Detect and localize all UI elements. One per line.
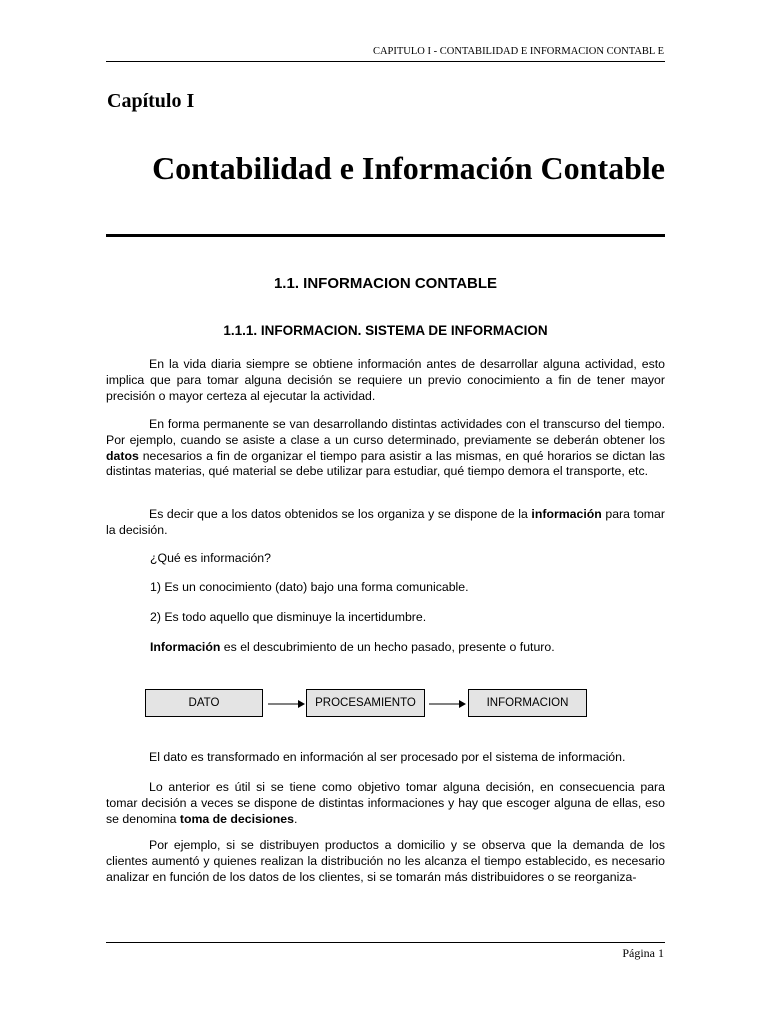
list-item-2: 2) Es todo aquello que disminuye la incertidumbre. xyxy=(150,610,427,624)
chapter-title: Contabilidad e Información Contable xyxy=(152,150,665,186)
subsection-heading: 1.1.1. INFORMACION. SISTEMA DE INFORMACION xyxy=(223,323,548,338)
chapter-label: Capítulo I xyxy=(107,90,195,112)
list-item-1: 1) Es un conocimiento (dato) bajo una forma comunicable. xyxy=(150,580,469,594)
paragraph-1: En la vida diaria siempre se obtiene información antes de desarrollar alguna actividad, esto implica que para tomar alguna decisión se requiere un previo conocimiento a fin de tener mayor precisión o mayor certeza al ejecutar la actividad. xyxy=(106,357,665,403)
page-number: Página 1 xyxy=(622,946,664,960)
definition-term: Información xyxy=(150,640,221,654)
flow-box-dato: DATO xyxy=(145,689,263,717)
paragraph-4: El dato es transformado en información al ser procesado por el sistema de información. xyxy=(149,750,626,764)
paragraph-5: Lo anterior es útil si se tiene como objetivo tomar alguna decisión, en consecuencia para tomar decisión a veces se dispone de distintas informaciones y hay que escoger alguna de ellas, eso se denomina toma de decisiones. xyxy=(106,780,665,826)
flow-box-informacion: INFORMACION xyxy=(468,689,587,717)
running-header: CAPITULO I - CONTABILIDAD E INFORMACION CONTABL E xyxy=(372,46,664,57)
arrow-right-icon xyxy=(266,697,306,711)
paragraph-2: En forma permanente se van desarrollando distintas actividades con el transcurso del tiempo. Por ejemplo, cuando se asiste a clase a un curso determinado, previamente se deberán obtener los datos necesarios a fin de organizar el tiempo para asistir a las mismas, en qué horarios se dictan las distintas materias, qué material se debe utilizar para estudiar, qué tiempo demora el transporte, etc. xyxy=(106,417,665,479)
flow-box-procesamiento: PROCESAMIENTO xyxy=(306,689,425,717)
arrow-right-icon xyxy=(427,697,467,711)
title-rule xyxy=(106,234,665,237)
question-line: ¿Qué es información? xyxy=(150,551,271,565)
header-rule xyxy=(106,61,665,62)
paragraph-6: Por ejemplo, si se distribuyen productos a domicilio y se observa que la demanda de los clientes aumentó y quienes realizan la distribución no les alcanza el tiempo establecido, es necesario analizar en función de los datos de los clientes, si se tomarán más distribuidores o se reorganiza- xyxy=(106,838,665,884)
footer-rule xyxy=(106,942,665,943)
paragraph-3: Es decir que a los datos obtenidos se los organiza y se dispone de la información para tomar la decisión. xyxy=(106,507,665,537)
bold-term-datos: datos xyxy=(106,448,139,463)
bold-term-toma-de-decisiones: toma de decisiones xyxy=(179,811,294,826)
section-heading: 1.1. INFORMACION CONTABLE xyxy=(273,275,498,292)
bold-term-informacion: información xyxy=(531,507,602,521)
definition-line: Información es el descubrimiento de un hecho pasado, presente o futuro. xyxy=(150,640,555,654)
